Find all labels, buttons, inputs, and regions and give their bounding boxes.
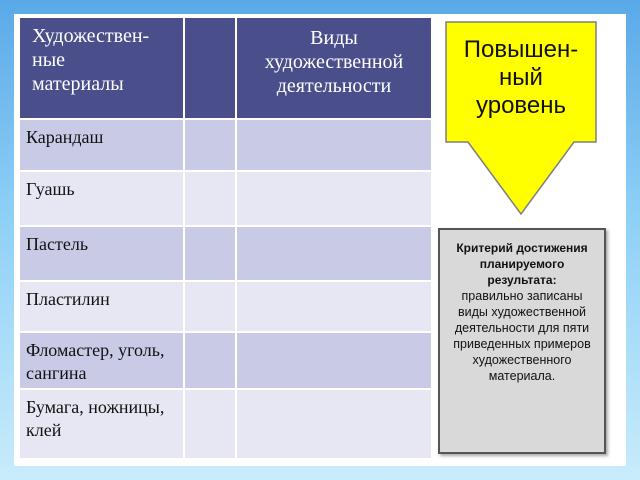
advanced-level-line: Повышен- <box>463 36 579 63</box>
header-materials-line: Художествен- <box>32 25 150 47</box>
table-row-label <box>20 227 185 282</box>
header-activity-line: Виды <box>310 27 358 49</box>
table-cell-activity[interactable] <box>237 282 433 333</box>
table-cell-activity[interactable] <box>237 120 433 172</box>
table-row-label <box>20 390 185 460</box>
row-label-line: Карандаш <box>26 127 104 147</box>
header-materials <box>20 18 185 120</box>
criterion-body-line: художественного <box>472 353 572 367</box>
table-cell-empty[interactable] <box>185 172 237 227</box>
table-row-label <box>20 282 185 333</box>
criterion-body-line: виды художественной <box>457 305 587 319</box>
row-label-line: Фломастер, уголь, <box>26 340 165 360</box>
criterion-box <box>438 228 606 454</box>
table-cell-activity[interactable] <box>237 172 433 227</box>
criterion-body-line: приведенных примеров <box>453 337 591 351</box>
criterion-body-line: правильно записаны <box>461 289 583 303</box>
table-cell-activity[interactable] <box>237 333 433 390</box>
table-cell-empty[interactable] <box>185 390 237 460</box>
header-activity-line: художественной <box>264 51 404 73</box>
advanced-level-line: ный <box>499 64 543 91</box>
criterion-body-line: материала. <box>488 369 556 383</box>
table-row-label <box>20 120 185 172</box>
header-materials-line: материалы <box>32 73 124 95</box>
header-materials-line: ные <box>32 49 66 71</box>
table-cell-empty[interactable] <box>185 120 237 172</box>
header-empty <box>185 18 237 120</box>
materials-table <box>20 18 433 460</box>
table-row-label <box>20 172 185 227</box>
row-label-line: Гуашь <box>26 179 75 199</box>
table-cell-empty[interactable] <box>185 333 237 390</box>
criterion-title-line: планируемого <box>479 257 565 271</box>
row-label-line: клей <box>26 420 62 440</box>
table-cell-activity[interactable] <box>237 227 433 282</box>
table-row-label <box>20 333 185 390</box>
row-label-line: сангина <box>26 363 87 383</box>
advanced-level-line: уровень <box>475 92 566 119</box>
row-label-line: Пастель <box>26 234 89 254</box>
row-label-line: Бумага, ножницы, <box>26 397 165 417</box>
criterion-title-line: Критерий достижения <box>456 241 588 255</box>
header-activity-types <box>237 18 433 120</box>
criterion-body-line: деятельности для пяти <box>454 321 590 335</box>
header-activity-line: деятельности <box>276 75 392 97</box>
table-cell-empty[interactable] <box>185 227 237 282</box>
criterion-title-line: результата: <box>487 273 557 287</box>
table-cell-activity[interactable] <box>237 390 433 460</box>
row-label-line: Пластилин <box>26 289 110 309</box>
advanced-level-label <box>446 36 596 120</box>
table-cell-empty[interactable] <box>185 282 237 333</box>
